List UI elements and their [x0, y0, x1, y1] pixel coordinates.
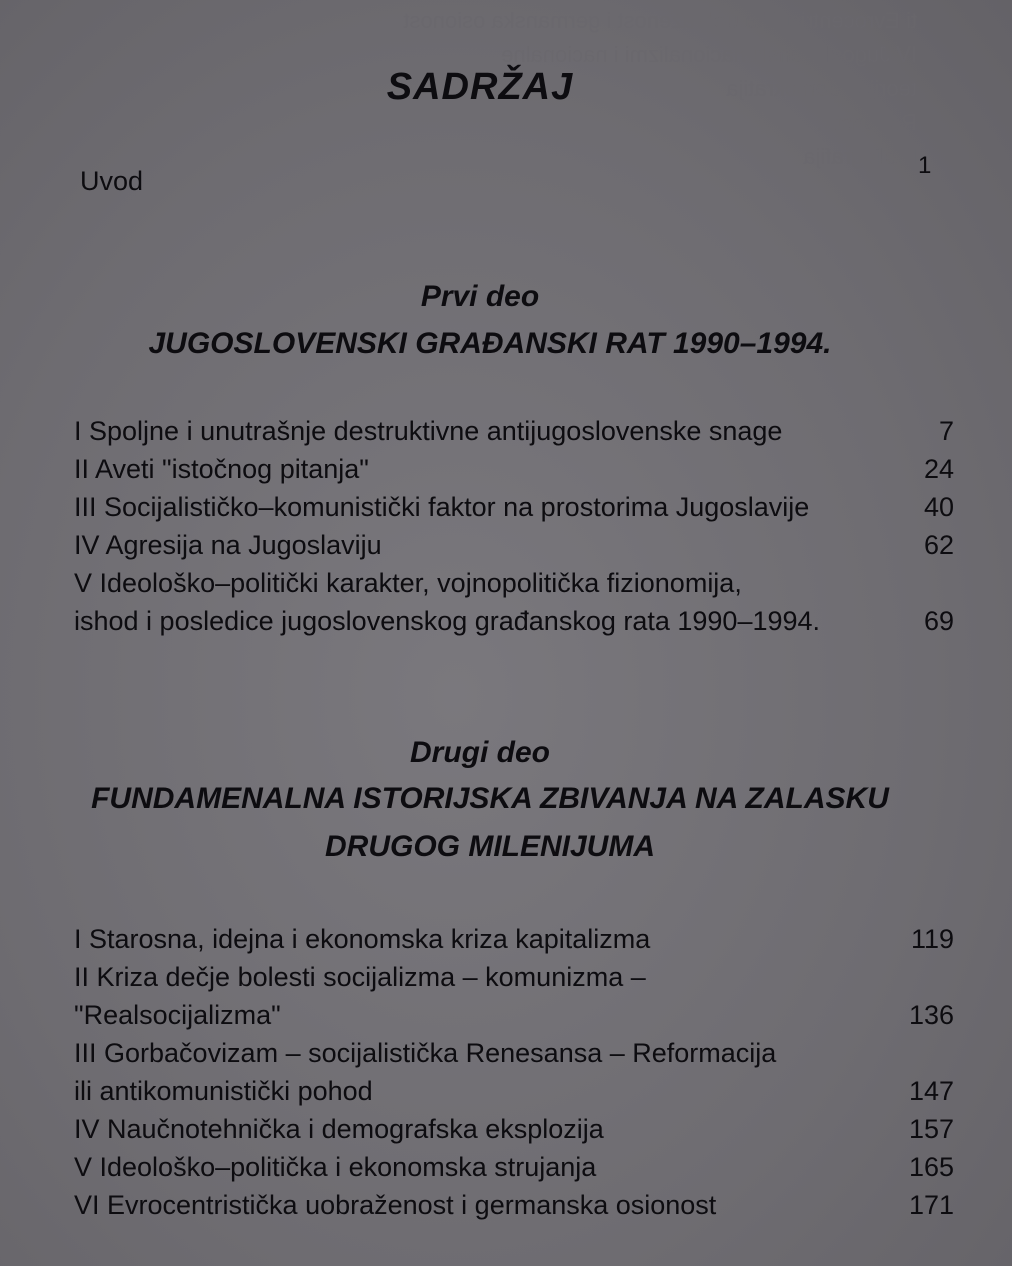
toc-entry-page: 40 [923, 492, 954, 522]
toc-entry [74, 564, 954, 602]
page-title: SADRŽAJ [386, 66, 574, 108]
part2-toc [74, 920, 954, 1224]
toc-entry [74, 996, 954, 1034]
toc-entry [74, 602, 954, 640]
toc-entry [74, 1072, 954, 1110]
toc-entry [74, 412, 954, 450]
toc-entry-page: 171 [908, 1190, 954, 1220]
toc-entry-text: V Ideološko–politički karakter, vojnopolitička fizionomija, [74, 568, 742, 598]
part1-label: Prvi deo [420, 280, 540, 313]
toc-entry [74, 1110, 954, 1148]
toc-entry-page: 165 [908, 1152, 954, 1182]
toc-entry-page: 7 [938, 416, 954, 446]
toc-entry [74, 450, 954, 488]
part1-toc [74, 412, 954, 640]
toc-entry-text: I Starosna, idejna i ekonomska kriza kapitalizma [74, 924, 651, 954]
toc-entry-text: III Gorbačovizam – socijalistička Renesansa – Reformacija [74, 1038, 777, 1068]
toc-entry [74, 1186, 954, 1224]
toc-entry-text: IV Agresija na Jugoslaviju [74, 530, 382, 560]
part2-title-line2: DRUGOG MILENIJUMA [325, 830, 655, 863]
toc-entry-page: 119 [910, 924, 954, 954]
toc-entry-text: III Socijalističko–komunistički faktor na prostorima Jugoslavije [74, 492, 810, 522]
intro-label: Uvod [80, 166, 144, 196]
toc-entry-page: 24 [923, 454, 954, 484]
part2-label: Drugi deo [410, 736, 550, 769]
toc-entry-text: I Spoljne i unutrašnje destruktivne antijugoslovenske snage [74, 416, 783, 446]
part1-title: JUGOSLOVENSKI GRAĐANSKI RAT 1990–1994. [148, 327, 832, 360]
toc-entry [74, 958, 954, 996]
toc-entry-text-continued: ili antikomunistički pohod [74, 1076, 373, 1106]
toc-entry-text: VI Evrocentristička uobraženost i germanska osionost [74, 1190, 717, 1220]
toc-entry-text-continued: ishod i posledice jugoslovenskog građanskog rata 1990–1994. [74, 606, 821, 636]
toc-entry [74, 1034, 954, 1072]
toc-entry-page: 69 [923, 606, 954, 636]
toc-entry-page: 62 [923, 530, 954, 560]
intro-page-number: 1 [918, 152, 932, 179]
toc-entry-page: 136 [908, 1000, 954, 1030]
toc-entry-page: 147 [908, 1076, 954, 1106]
bleed-through-line: Reponst... [816, 110, 917, 135]
toc-entry-text: II Aveti "istočnog pitanja" [74, 454, 369, 484]
toc-entry-text: V Ideološko–politička i ekonomska strujanja [74, 1152, 597, 1182]
toc-entry [74, 488, 954, 526]
toc-entry [74, 526, 954, 564]
toc-entry-text: II Kriza dečje bolesti socijalizma – komunizma – [74, 962, 646, 992]
toc-entry [74, 1148, 954, 1186]
toc-entry-text-continued: "Realsocijalizma" [74, 1000, 281, 1030]
bleed-through-line: teorije i demokratija [726, 76, 917, 101]
bleed-through-line: Bibliografija [803, 144, 917, 169]
toc-entry-text: IV Naučnotehnička i demografska eksplozija [74, 1114, 604, 1144]
toc-entry [74, 920, 954, 958]
part2-title-line1: FUNDAMENALNA ISTORIJSKA ZBIVANJA NA ZALASKU [91, 782, 889, 815]
bleed-through-line: IV Jugoslovenski nacionalizmi i nacionalne [501, 42, 917, 67]
toc-entry-page: 157 [908, 1114, 954, 1144]
bleed-through-line: ti Evrocentristička uobraženost i germanska osionost [403, 8, 917, 33]
